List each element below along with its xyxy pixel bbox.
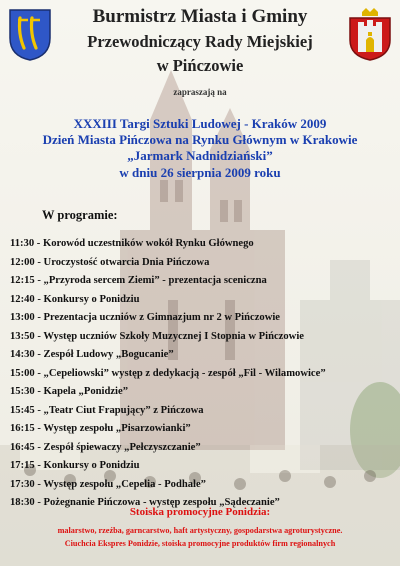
invite-text: zapraszają na (173, 87, 227, 97)
schedule-item: 14:30 - Zespół Ludowy „Bogucanie” (10, 349, 174, 360)
promo-line-1: malarstwo, rzeźba, garncarstwo, haft artystyczny, gospodarstwa agroturystyczne. (57, 526, 343, 535)
event-date: w dniu 26 sierpnia 2009 roku (119, 165, 281, 180)
schedule-item: 18:30 - Pożegnanie Pińczowa - występ zespołu „Sądeczanie” (10, 497, 280, 508)
schedule-item: 17:15 - Konkursy o Ponidziu (10, 460, 140, 471)
schedule-item: 13:50 - Występ uczniów Szkoły Muzycznej I Stopnia w Pińczowie (10, 330, 304, 342)
promo-heading: Stoiska promocyjne Ponidzia: (129, 506, 271, 518)
schedule-item: 13:00 - Prezentacja uczniów z Gimnazjum nr 2 w Pińczowie (10, 312, 280, 323)
schedule-item: 12:40 - Konkursy o Ponidziu (10, 293, 140, 305)
header-line-1: Burmistrz Miasta i Gminy (92, 6, 308, 27)
schedule-item: 15:30 - Kapela „Ponidzie” (10, 386, 128, 397)
promo-line-2: Ciuchcia Ekspres Ponidzie, stoiska promocyjne produktów firm regionalnych (64, 539, 336, 548)
event-title: XXXIII Targi Sztuki Ludowej - Kraków 2009 (73, 116, 327, 131)
event-name: „Jarmark Nadnidziański” (127, 148, 273, 163)
header-line-3: w Pińczowie (156, 56, 244, 75)
schedule-item: 16:15 - Występ zespołu „Pisarzowianki” (10, 423, 191, 434)
schedule-item: 15:00 - „Cepeliowski” występ z dedykacją - zespół „Fil - Wilamowice” (10, 367, 326, 379)
schedule-item: 12:00 - Uroczystość otwarcia Dnia Pińczowa (10, 256, 210, 268)
program-schedule (10, 235, 398, 513)
header-line-2: Przewodniczący Rady Miejskiej (87, 32, 313, 51)
event-subtitle: Dzień Miasta Pińczowa na Rynku Głównym w Krakowie (42, 132, 358, 147)
schedule-item: 11:30 - Korowód uczestników wokół Rynku Głównego (10, 238, 254, 249)
schedule-item: 15:45 - „Teatr Ciut Frapujący” z Pińczowa (10, 404, 204, 416)
schedule-item: 12:15 - „Przyroda sercem Ziemi” - prezentacja sceniczna (10, 275, 267, 286)
program-heading: W programie: (42, 208, 118, 222)
schedule-item: 16:45 - Zespół śpiewaczy „Pełczyszczanie” (10, 441, 201, 453)
schedule-item: 17:30 - Występ zespołu „Cepelia - Podhale” (10, 478, 206, 490)
promo-details (6, 524, 394, 550)
